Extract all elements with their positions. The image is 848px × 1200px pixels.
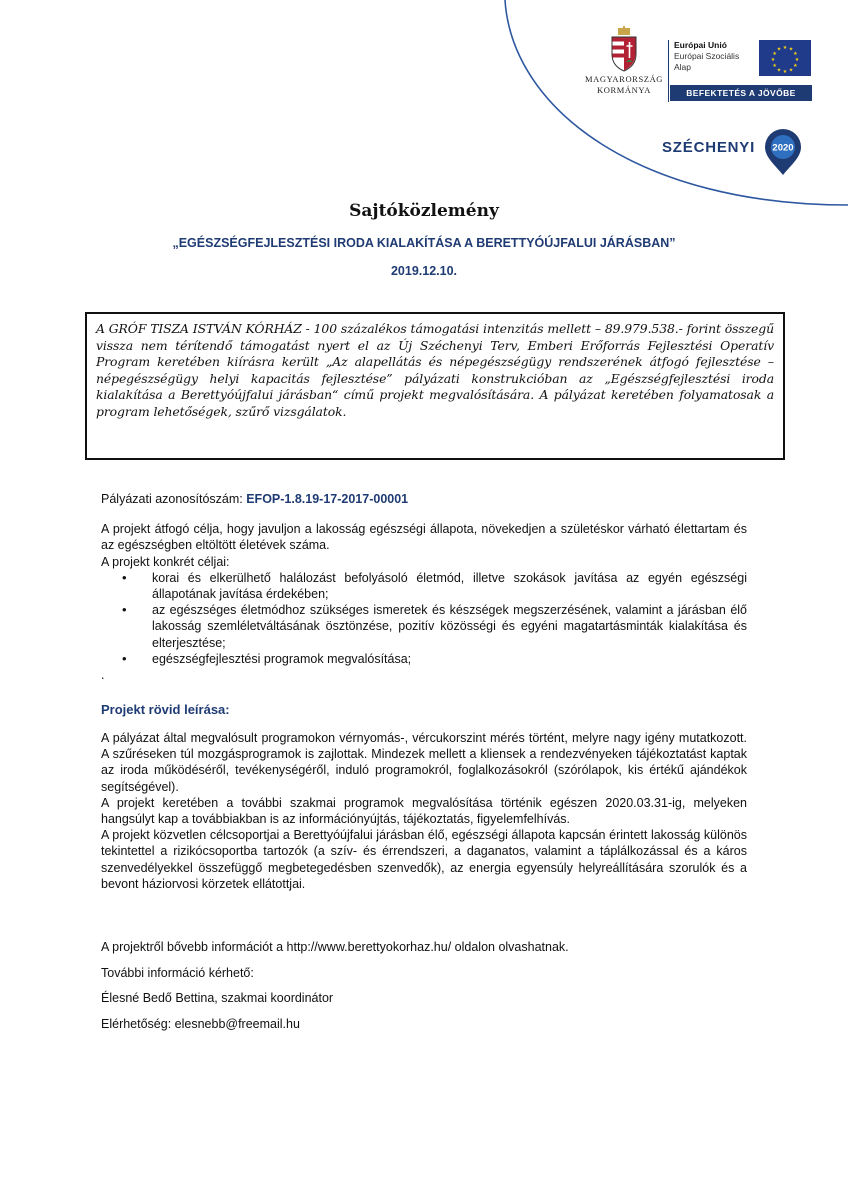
eu-line-2: Európai Szociális (674, 51, 740, 61)
svg-text:★: ★ (776, 67, 782, 74)
description-paragraph-1: A pályázat által megvalósult programokon vérnyomás-, vércukorszint mérés történt, melyre nagy igény mutatkozott. A szűréseken túl mozgásprogramok is zajlottak. Mindezek mellett a kliensek a rendezvényeken tájékoztatást kaptak az iroda működéséről, tevékenységéről, induló programokról, foglalkozásokról (szórólapok, kis értékű ajándékok segítségével). (101, 731, 747, 794)
description-body (101, 730, 747, 892)
svg-text:★: ★ (770, 57, 776, 63)
eu-fund-label (674, 40, 739, 73)
list-item: • az egészséges életmódhoz szükséges ismeretek és készségek megszerzésének, valamint a járásban élő lakosság szemléletváltásának ösztönzése, pozitív közösségi és egyéni magatartásminták kialakítása és elterjesztése; (152, 602, 747, 651)
gov-line-2: KORMÁNYA (597, 85, 651, 95)
stray-dot: . (101, 668, 105, 683)
description-paragraph-3: A projekt közvetlen célcsoportjai a Berettyóújfalui járásban élő, egészségi állapota kapcsán érintett lakosság különös tekintettel a rizikócsoportba tartozók (a szív- és érrendszeri, a daganatos, valamint a táplálkozással és a káros szenvedélyekkel összefüggő megbetegedésben szenvedők), az energia egyensúly helyreállítására szorulók és a bevont háziorvosi körzetek ellátottjai. (101, 828, 747, 891)
summary-text: A GRÓF TISZA ISTVÁN KÓRHÁZ - 100 százalékos támogatási intenzitás mellett – 89.979.538.- forint összegű vissza nem térítendő támogatást nyert el az Új Széchenyi Terv, Emberi Erőforrás Fejlesztési Operatív Program keretében kiírásra került „Az alapellátás és népegészségügy rendszerének átfogó fejlesztése – népegészségügy helyi kapacitás fejlesztése” pályázati konstrukcióban az „Egészségfejlesztési iroda kialakítása a Berettyóújfalui járásban“ című projekt megvalósítására. A pályázat keretében folyamatosak a program lehetőségek, szűrő vizsgálatok. (96, 321, 774, 419)
contact-section (101, 939, 569, 1042)
goals-intro: A projekt konkrét céljai: (101, 554, 230, 569)
logo-divider (668, 40, 669, 102)
project-id-line (101, 491, 747, 507)
svg-text:★: ★ (772, 51, 777, 57)
list-item: • korai és elkerülhető halálozást befolyásoló életmód, illetve szokások javítása az egyén egészségi állapotának javítása érdekében; (152, 570, 747, 602)
project-id-value: EFOP-1.8.19-17-2017-00001 (246, 492, 409, 506)
gov-line-1: MAGYARORSZÁG (585, 74, 664, 84)
svg-text:★: ★ (794, 57, 800, 63)
eu-line-1: Európai Unió (674, 40, 727, 50)
svg-text:★: ★ (793, 51, 798, 57)
description-heading: Projekt rövid leírása: (101, 702, 230, 717)
project-goal: A projekt átfogó célja, hogy javuljon a lakosság egészségi állapota, növekedjen a születéskor várható élettartam és az egészségben eltöltött életévek száma. (101, 522, 747, 553)
government-logo (585, 26, 663, 96)
description-paragraph-2: A projekt keretében a további szakmai programok megvalósítása történik egészen 2020.03.31-ig, melyeken hangsúlyt kap a továbbiakban is az információnyújtás, tájékoztatás, figyelemfelhívás. (101, 795, 747, 827)
svg-text:★: ★ (772, 63, 777, 69)
page-title: Sajtóközlemény (349, 201, 499, 221)
project-title: „EGÉSZSÉGFEJLESZTÉSI IRODA KIALAKÍTÁSA A BERETTYÓÚJFALUI JÁRÁSBAN” (172, 236, 676, 250)
list-item: • egészségfejlesztési programok megvalósítása; (152, 651, 747, 667)
release-date: 2019.12.10. (390, 264, 458, 278)
government-name (585, 74, 663, 96)
contact-email: Elérhetőség: elesnebb@freemail.hu (101, 1017, 300, 1032)
contact-person: Élesné Bedő Bettina, szakmai koordinátor (101, 991, 334, 1006)
eu-line-3: Alap (674, 62, 692, 72)
szechenyi-label: SZÉCHENYI (662, 139, 756, 156)
further-info-line: További információ kérhető: (101, 965, 254, 980)
coat-of-arms-icon (609, 26, 639, 72)
project-id-label: Pályázati azonosítószám: (101, 492, 247, 506)
svg-text:★: ★ (782, 45, 788, 51)
svg-text:★: ★ (793, 63, 798, 69)
invest-in-future-banner: BEFEKTETÉS A JÖVŐBE (670, 85, 812, 101)
szechenyi-year: 2020 (772, 142, 794, 154)
svg-text:★: ★ (776, 46, 782, 53)
project-details (101, 491, 747, 683)
svg-text:★: ★ (788, 46, 794, 53)
svg-text:★: ★ (788, 67, 794, 74)
eu-flag-icon (759, 40, 811, 76)
goals-list (101, 570, 747, 667)
svg-text:★: ★ (782, 69, 788, 75)
szechenyi-2020-pin-icon (762, 128, 804, 176)
more-info-line: A projektről bővebb információt a http://www.berettyokorhaz.hu/ oldalon olvashatnak. (101, 940, 569, 954)
summary-box (85, 312, 785, 460)
header-arc (0, 0, 848, 230)
